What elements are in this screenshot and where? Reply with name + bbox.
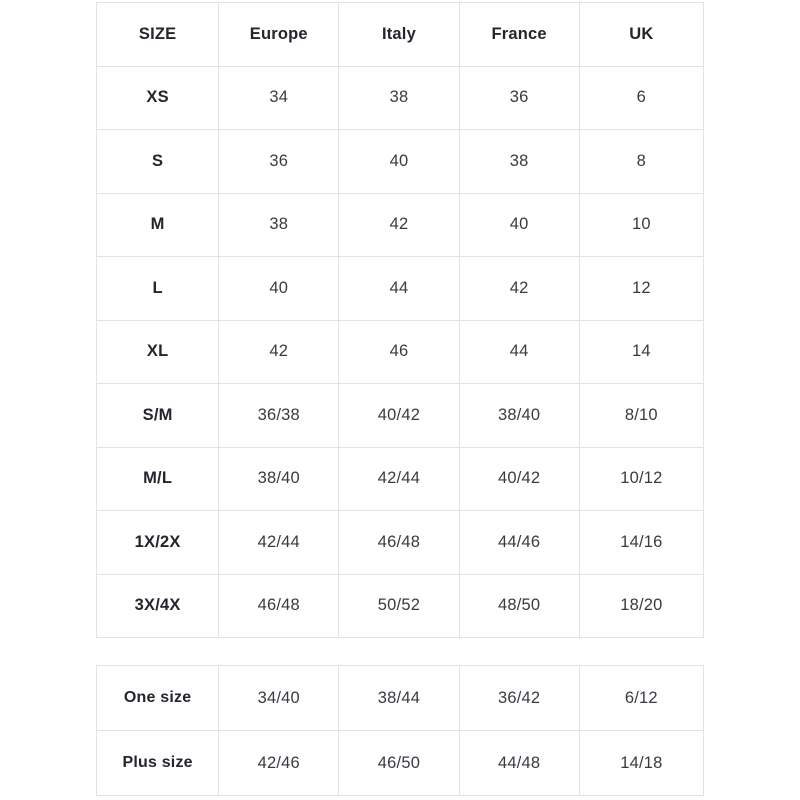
cell-uk: 6/12 [579, 666, 703, 731]
row-label: L [97, 257, 219, 321]
row-label: S [97, 130, 219, 194]
cell-france: 38/40 [459, 384, 579, 448]
row-label: 1X/2X [97, 511, 219, 575]
table-body [97, 666, 704, 796]
table-row [97, 320, 704, 384]
cell-uk: 10 [579, 193, 703, 257]
column-header-europe: Europe [219, 3, 339, 67]
table-header-row [97, 3, 704, 67]
cell-france: 44/46 [459, 511, 579, 575]
table-row [97, 447, 704, 511]
cell-uk: 14/16 [579, 511, 703, 575]
row-label: M/L [97, 447, 219, 511]
cell-europe: 38/40 [219, 447, 339, 511]
cell-france: 36 [459, 66, 579, 130]
cell-uk: 14 [579, 320, 703, 384]
cell-italy: 44 [339, 257, 459, 321]
table-row [97, 574, 704, 638]
table-header [97, 3, 704, 67]
table-row [97, 257, 704, 321]
cell-italy: 46/50 [339, 731, 459, 796]
cell-france: 42 [459, 257, 579, 321]
row-label: XS [97, 66, 219, 130]
column-header-france: France [459, 3, 579, 67]
cell-europe: 46/48 [219, 574, 339, 638]
cell-uk: 6 [579, 66, 703, 130]
table-row [97, 66, 704, 130]
cell-europe: 42/46 [219, 731, 339, 796]
row-label: 3X/4X [97, 574, 219, 638]
size-conversion-table [96, 2, 704, 638]
cell-italy: 50/52 [339, 574, 459, 638]
cell-uk: 10/12 [579, 447, 703, 511]
cell-france: 40 [459, 193, 579, 257]
cell-france: 40/42 [459, 447, 579, 511]
table-body [97, 66, 704, 638]
row-label: XL [97, 320, 219, 384]
cell-italy: 38/44 [339, 666, 459, 731]
column-header-size: SIZE [97, 3, 219, 67]
cell-uk: 18/20 [579, 574, 703, 638]
table-row [97, 666, 704, 731]
cell-uk: 12 [579, 257, 703, 321]
combined-size-table [96, 665, 704, 796]
cell-uk: 14/18 [579, 731, 703, 796]
table-row [97, 731, 704, 796]
cell-italy: 42/44 [339, 447, 459, 511]
cell-europe: 34 [219, 66, 339, 130]
cell-uk: 8/10 [579, 384, 703, 448]
cell-france: 38 [459, 130, 579, 194]
cell-france: 48/50 [459, 574, 579, 638]
cell-europe: 40 [219, 257, 339, 321]
cell-italy: 40 [339, 130, 459, 194]
cell-france: 44 [459, 320, 579, 384]
cell-italy: 46/48 [339, 511, 459, 575]
cell-france: 36/42 [459, 666, 579, 731]
table-row [97, 384, 704, 448]
cell-france: 44/48 [459, 731, 579, 796]
cell-italy: 42 [339, 193, 459, 257]
size-chart-table-container [96, 2, 704, 638]
row-label: One size [97, 666, 219, 731]
column-header-uk: UK [579, 3, 703, 67]
combined-size-table-container [96, 665, 704, 796]
cell-italy: 46 [339, 320, 459, 384]
row-label: M [97, 193, 219, 257]
column-header-italy: Italy [339, 3, 459, 67]
row-label: S/M [97, 384, 219, 448]
cell-italy: 38 [339, 66, 459, 130]
cell-europe: 42/44 [219, 511, 339, 575]
cell-uk: 8 [579, 130, 703, 194]
table-row [97, 130, 704, 194]
table-row [97, 193, 704, 257]
cell-europe: 38 [219, 193, 339, 257]
cell-europe: 42 [219, 320, 339, 384]
cell-italy: 40/42 [339, 384, 459, 448]
cell-europe: 36/38 [219, 384, 339, 448]
row-label: Plus size [97, 731, 219, 796]
cell-europe: 34/40 [219, 666, 339, 731]
cell-europe: 36 [219, 130, 339, 194]
table-row [97, 511, 704, 575]
